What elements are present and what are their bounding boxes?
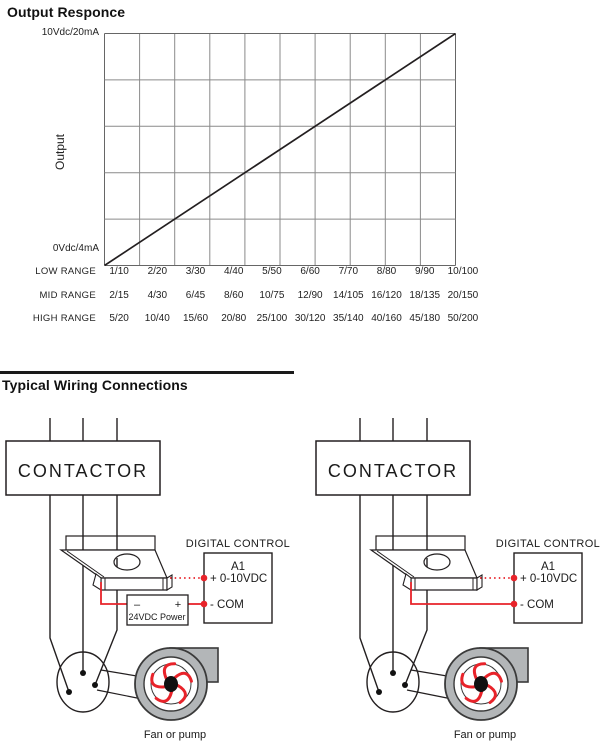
range-value: 3/30 xyxy=(185,266,206,278)
range-value: 5/20 xyxy=(109,313,129,325)
range-value: 8/80 xyxy=(376,266,397,278)
range-value: 10/40 xyxy=(144,313,170,325)
range-value: 25/100 xyxy=(256,313,288,325)
range-row-label: HIGH RANGE xyxy=(32,313,96,325)
digital-control-label: DIGITAL CONTROL xyxy=(495,538,600,550)
terminal-minus-label: - COM xyxy=(520,599,554,611)
range-value: 30/120 xyxy=(294,313,326,325)
range-value: 12/90 xyxy=(297,289,323,301)
range-value: 9/90 xyxy=(414,266,435,278)
fan-caption: Fan or pump xyxy=(453,729,517,741)
terminal-plus-label: + 0-10VDC xyxy=(210,573,268,585)
range-value: 10/100 xyxy=(447,266,479,278)
range-value: 6/60 xyxy=(300,266,320,278)
response-chart xyxy=(104,33,456,266)
range-value: 4/40 xyxy=(223,266,244,278)
terminal-block-label: A1 xyxy=(540,561,556,573)
range-value: 18/135 xyxy=(409,289,441,301)
range-value: 40/160 xyxy=(371,313,402,325)
range-value: 16/120 xyxy=(371,289,402,301)
range-table xyxy=(0,265,482,336)
range-value: 8/60 xyxy=(223,289,244,301)
range-row-values xyxy=(100,266,482,277)
range-row-label: MID RANGE xyxy=(39,289,96,301)
terminal-minus-label: - COM xyxy=(210,599,244,611)
range-value: 20/80 xyxy=(221,313,247,325)
y-axis-max-label: 10Vdc/20mA xyxy=(41,27,99,38)
terminal-plus-label: + 0-10VDC xyxy=(520,573,578,585)
contactor-label: CONTACTOR xyxy=(17,461,149,481)
range-value: 45/180 xyxy=(409,313,441,325)
range-value: 5/50 xyxy=(262,266,282,278)
range-row-values xyxy=(100,313,482,324)
fan-caption: Fan or pump xyxy=(143,729,207,741)
y-axis-title: Output xyxy=(53,133,67,171)
wiring-diagram-right xyxy=(316,418,600,741)
range-row xyxy=(0,312,482,326)
range-value: 20/150 xyxy=(447,289,479,301)
range-row xyxy=(0,265,482,279)
power-minus-terminal: – xyxy=(133,599,141,611)
section-title-output-response: Output Responce xyxy=(7,4,126,20)
range-value: 14/105 xyxy=(333,289,364,301)
section-divider xyxy=(0,371,294,374)
range-row-label: LOW RANGE xyxy=(35,266,96,278)
contactor-label: CONTACTOR xyxy=(327,461,459,481)
range-value: 4/30 xyxy=(147,289,168,301)
power-plus-terminal: + xyxy=(174,599,182,611)
wiring-diagrams xyxy=(0,398,600,749)
range-value: 50/200 xyxy=(447,313,479,325)
power-supply-label: 24VDC Power xyxy=(128,612,186,622)
section-title-wiring: Typical Wiring Connections xyxy=(2,377,188,393)
range-value: 1/10 xyxy=(109,266,129,278)
range-row-values xyxy=(100,290,482,301)
range-value: 7/70 xyxy=(338,266,359,278)
range-value: 2/15 xyxy=(109,289,129,301)
range-value: 35/140 xyxy=(333,313,364,325)
range-value: 15/60 xyxy=(182,313,209,325)
range-row xyxy=(0,289,482,303)
wiring-diagram-left xyxy=(6,418,290,741)
digital-control-label: DIGITAL CONTROL xyxy=(185,538,291,550)
y-axis-min-label: 0Vdc/4mA xyxy=(52,243,99,254)
output-response-section xyxy=(0,0,600,340)
terminal-block-label: A1 xyxy=(230,561,246,573)
range-value: 2/20 xyxy=(147,266,168,278)
range-value: 10/75 xyxy=(259,289,285,301)
range-value: 6/45 xyxy=(185,289,206,301)
